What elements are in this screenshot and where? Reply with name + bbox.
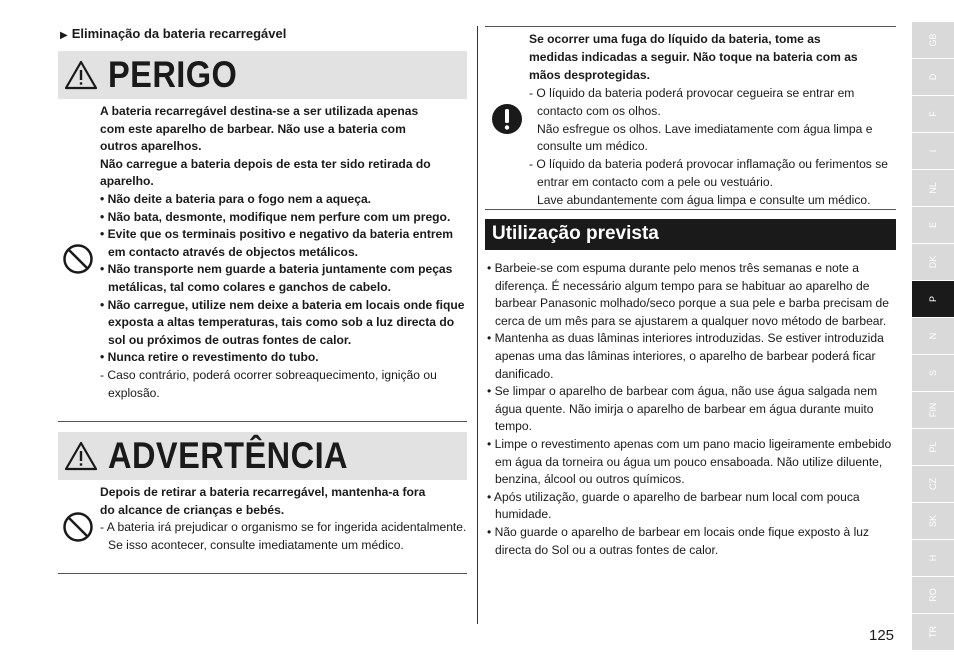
danger-banner <box>58 51 467 99</box>
lang-tab-label: S <box>928 369 938 377</box>
mandatory-action-icon <box>491 103 523 135</box>
lang-tab-gb[interactable] <box>912 22 954 58</box>
intended-use-banner <box>485 219 896 250</box>
prohibition-icon <box>62 243 94 275</box>
divider-line <box>485 209 896 210</box>
lang-tab-label: PL <box>928 441 938 453</box>
warning-triangle-icon <box>64 441 98 471</box>
danger-text <box>100 103 470 402</box>
prohibition-icon <box>62 511 94 543</box>
warning-triangle-icon <box>64 60 98 90</box>
lang-tab-label: TR <box>928 626 938 638</box>
lang-tab-label: RO <box>928 588 938 602</box>
lang-tab-sk[interactable] <box>912 503 954 539</box>
lang-tab-h[interactable] <box>912 540 954 576</box>
danger-bullet: • Não bata, desmonte, modifique nem perfure com um prego. <box>100 209 451 224</box>
lang-tab-nl[interactable] <box>912 170 954 206</box>
intended-use-bullet: • Mantenha as duas lâminas interiores introduzidas. Se estiver introduzida apenas uma das lâminas interiores, o aparelho de barbear poderá ficar danificado. <box>487 331 884 381</box>
leak-item: - O líquido da bateria poderá provocar cegueira se entrar em contacto com os olhos. <box>529 85 855 118</box>
lang-tab-n[interactable] <box>912 318 954 354</box>
lang-tab-i[interactable] <box>912 133 954 169</box>
leak-bold-line: mãos desprotegidas. <box>529 67 650 82</box>
triangle-bullet-icon: ▶ <box>60 30 68 41</box>
lang-tab-label: P <box>928 295 938 303</box>
lang-tab-label: SK <box>928 514 938 528</box>
page-number: 125 <box>869 627 895 644</box>
danger-bold-line: aparelho. <box>100 174 154 189</box>
leak-bold-line: Se ocorrer uma fuga do líquido da bateria, tome as <box>529 32 821 46</box>
intended-use-bullet: • Não guarde o aparelho de barbear em locais onde fique exposto à luz directa do Sol ou a outras fontes de calor. <box>487 524 870 557</box>
leak-item: Não esfregue os olhos. Lave imediatamente com água limpa e consulte um médico. <box>537 121 873 154</box>
lang-tab-e[interactable] <box>912 207 954 243</box>
divider-line <box>58 573 467 574</box>
intended-use-bullet: • Se limpar o aparelho de barbear com água, não use água salgada nem água quente. Não imirja o aparelho de barbear em água durante muito tempo. <box>487 384 878 434</box>
warning-bold-line: Depois de retirar a bateria recarregável, mantenha-a fora <box>100 485 426 499</box>
lang-tab-label: F <box>928 111 938 117</box>
lang-tab-pl[interactable] <box>912 429 954 465</box>
lang-tab-cz[interactable] <box>912 466 954 502</box>
danger-bullet: • Não transporte nem guarde a bateria juntamente com peças metálicas, tal como colares e ganchos de cabelo. <box>100 262 453 294</box>
divider-line <box>485 26 896 27</box>
lang-tab-label: DK <box>928 255 938 269</box>
lang-tab-label: NL <box>928 182 938 194</box>
lang-tab-d[interactable] <box>912 59 954 95</box>
leak-item: Lave abundantemente com água limpa e consulte um médico. <box>537 193 871 208</box>
warning-bold-line: do alcance de crianças e bebés. <box>100 502 285 517</box>
danger-bold-line: A bateria recarregável destina-se a ser utilizada apenas <box>100 104 419 118</box>
lang-tab-fin[interactable] <box>912 392 954 428</box>
lang-tab-label: D <box>928 73 938 81</box>
intended-use-title: Utilização prevista <box>492 223 659 244</box>
warning-note: - A bateria irá prejudicar o organismo se for ingerida acidentalmente. <box>100 520 467 535</box>
danger-bullet: • Não deite a bateria para o fogo nem a aqueça. <box>100 191 372 206</box>
danger-bold-line: com este aparelho de barbear. Não use a bateria com <box>100 121 406 136</box>
lang-tab-label: N <box>928 332 938 340</box>
danger-note: - Caso contrário, poderá ocorrer sobreaquecimento, ignição ou explosão. <box>100 367 437 400</box>
intended-use-bullet: • Após utilização, guarde o aparelho de barbear num local com pouca humidade. <box>487 489 860 522</box>
danger-bold-line: Não carregue a bateria depois de esta ter sido retirada do <box>100 156 431 171</box>
section-heading <box>60 26 286 41</box>
leak-text <box>529 31 899 210</box>
danger-bullet: • Nunca retire o revestimento do tubo. <box>100 350 319 365</box>
danger-bullet: • Evite que os terminais positivo e negativo da bateria entrem em contacto através de objectos metálicos. <box>100 227 454 259</box>
danger-bold-line: outros aparelhos. <box>100 139 202 154</box>
lang-tab-label: I <box>928 149 938 153</box>
column-divider <box>477 26 478 624</box>
lang-tab-f[interactable] <box>912 96 954 132</box>
lang-tab-label: H <box>928 554 938 562</box>
intended-use-bullet: • Barbeie-se com espuma durante pelo menos três semanas e note a diferença. É necessário algum tempo para se habituar ao aparelho de barbear Panasonic molhado/seco porque a sua pele e barba precisam de cerca de um mês para se ajustarem a qualquer novo método de barbear. <box>487 261 889 328</box>
intended-use-bullet: • Limpe o revestimento apenas com um pano macio ligeiramente embebido em água da torneira ou água um pouco ensaboada. Não utilize diluente, benzina, álcool ou outros químicos. <box>487 436 892 487</box>
lang-tab-label: GB <box>928 33 938 47</box>
divider-line <box>58 421 467 422</box>
warning-title: ADVERTÊNCIA <box>108 435 349 476</box>
lang-tab-ro[interactable] <box>912 577 954 613</box>
leak-item: - O líquido da bateria poderá provocar inflamação ou ferimentos se entrar em contacto com a pele ou vestuário. <box>529 157 888 190</box>
warning-banner <box>58 432 467 480</box>
language-tabs <box>912 22 954 651</box>
intended-use-text <box>487 260 897 559</box>
lang-tab-label: CZ <box>928 478 938 490</box>
danger-bullet: • Não carregue, utilize nem deixe a bateria em locais onde fique exposta a altas temperaturas, tais como sob a luz directa do sol ou próximos de outras fontes de calor. <box>100 297 465 347</box>
lang-tab-label: E <box>928 221 938 229</box>
lang-tab-s[interactable] <box>912 355 954 391</box>
warning-note: Se isso acontecer, consulte imediatamente um médico. <box>108 537 404 552</box>
lang-tab-dk[interactable] <box>912 244 954 280</box>
lang-tab-tr[interactable] <box>912 614 954 650</box>
warning-text <box>100 484 470 554</box>
danger-title: PERIGO <box>108 54 238 95</box>
leak-bold-line: medidas indicadas a seguir. Não toque na bateria com as <box>529 49 858 64</box>
lang-tab-label: FIN <box>928 402 938 418</box>
section-heading-text: Eliminação da bateria recarregável <box>71 26 287 41</box>
lang-tab-p[interactable] <box>912 281 954 317</box>
